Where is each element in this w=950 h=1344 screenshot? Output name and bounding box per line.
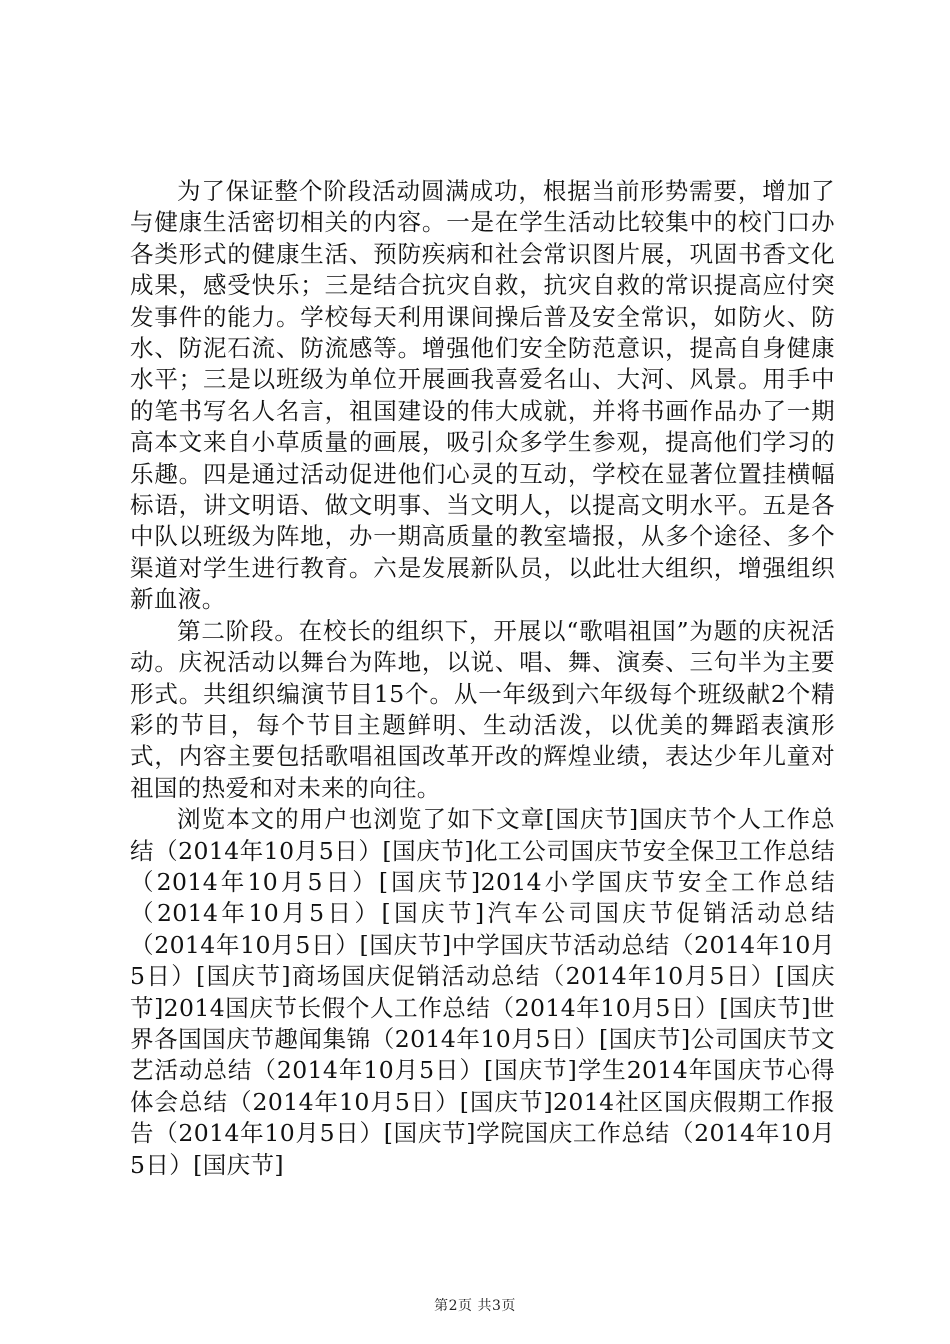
document-body (130, 176, 835, 1181)
paragraph-activities: 为了保证整个阶段活动圆满成功，根据当前形势需要，增加了与健康生活密切相关的内容。一是在学生活动比较集中的校门口办各类形式的健康生活、预防疾病和社会常识图片展，巩固书香文化成果，感受快乐；三是结合抗灾自救，抗灾自救的常识提高应付突发事件的能力。学校每天利用课间操后普及安全常识，如防火、防水、防泥石流、防流感等。增强他们安全防范意识，提高自身健康水平；三是以班级为单位开展画我喜爱名山、大河、风景。用手中的笔书写名人名言，祖国建设的伟大成就，并将书画作品办了一期高本文来自小草质量的画展，吸引众多学生参观，提高他们学习的乐趣。四是通过活动促进他们心灵的互动，学校在显著位置挂横幅标语，讲文明语、做文明事、当文明人，以提高文明水平。五是各中队以班级为阵地，办一期高质量的教室墙报，从多个途径、多个渠道对学生进行教育。六是发展新队员，以此壮大组织，增强组织新血液。 (130, 177, 835, 614)
page-footer: 第2页 共3页 (434, 1298, 516, 1314)
paragraph-related-articles: 浏览本文的用户也浏览了如下文章[国庆节]国庆节个人工作总结（2014年10月5日）[国庆节]化工公司国庆节安全保卫工作总结（2014年10月5日）[国庆节]2014小学国庆节安全工作总结（2014年10月5日）[国庆节]汽车公司国庆节促销活动总结（2014年10月5日）[国庆节]中学国庆节活动总结（2014年10月5日）[国庆节]商场国庆促销活动总结（2014年10月5日）[国庆节]2014国庆节长假个人工作总结（2014年10月5日）[国庆节]世界各国国庆节趣闻集锦（2014年10月5日）[国庆节]公司国庆节文艺活动总结（2014年10月5日）[国庆节]学生2014年国庆节心得体会总结（2014年10月5日）[国庆节]2014社区国庆假期工作报告（2014年10月5日）[国庆节]学院国庆工作总结（2014年10月5日）[国庆节] (130, 805, 835, 1179)
paragraph-second-stage: 第二阶段。在校长的组织下，开展以“歌唱祖国”为题的庆祝活动。庆祝活动以舞台为阵地，以说、唱、舞、演奏、三句半为主要形式。共组织编演节目15个。从一年级到六年级每个班级献2个精彩的节目，每个节目主题鲜明、生动活泼，以优美的舞蹈表演形式，内容主要包括歌唱祖国改革开改的辉煌业绩，表达少年儿童对祖国的热爱和对未来的向往。 (130, 616, 835, 802)
